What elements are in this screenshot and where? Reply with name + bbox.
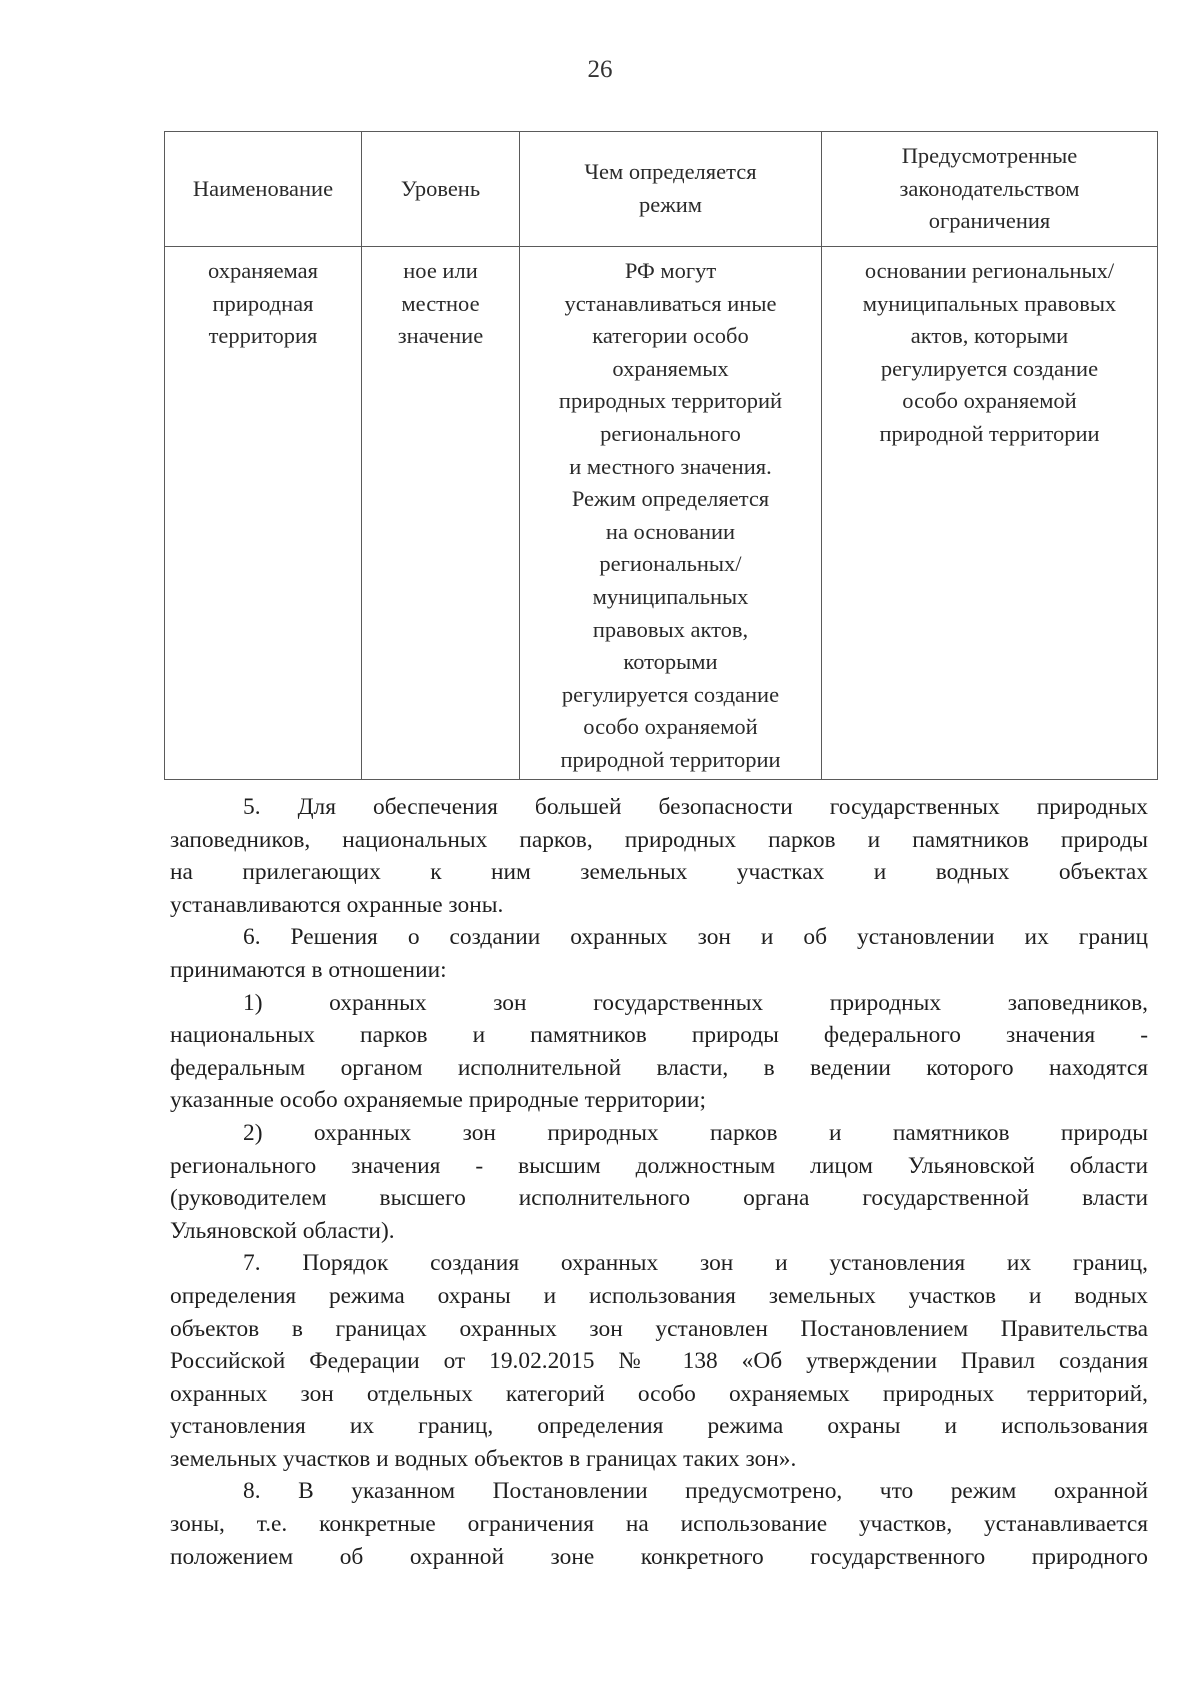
cell-name: охраняемая природная территория <box>165 247 362 780</box>
header-regime: Чем определяется режим <box>520 132 822 247</box>
zones-table <box>164 131 1158 780</box>
paragraph-6-1: 1) охранных зон государственных природных заповедников, национальных парков и памятников природы федерального значения - федеральным органом исполнительной власти, в ведении которого находятся указанные особо охраняемые природные территории; <box>170 989 1148 1114</box>
body-text <box>170 791 1148 1573</box>
paragraph-6: 6. Решения о создании охранных зон и об установлении их границ принимаются в отношении: <box>170 924 1148 983</box>
table-header-row <box>165 132 1158 247</box>
cell-level: ное или местное значение <box>362 247 520 780</box>
cell-restrictions: основании региональных/ муниципальных правовых актов, которыми регулируется создание особо охраняемой природной территории <box>822 247 1158 780</box>
paragraph-6-2: 2) охранных зон природных парков и памятников природы регионального значения - высшим должностным лицом Ульяновской области (руководителем высшего исполнительного органа государственной власти Ульяновской области). <box>170 1119 1148 1244</box>
cell-regime: РФ могут устанавливаться иные категории особо охраняемых природных территорий регионального и местного значения. Режим определяется на основании региональных/ муниципальных правовых актов, которыми регулируется создание особо охраняемой природной территории <box>520 247 822 780</box>
paragraph-7: 7. Порядок создания охранных зон и установления их границ, определения режима охраны и использования земельных участков и водных объектов в границах охранных зон установлен Постановлением Правительства Российской Федерации от 19.02.2015 № 138 «Об утверждении Правил создания охранных зон отдельных категорий особо охраняемых природных территорий, установления их границ, определения режима охраны и использования земельных участков и водных объектов в границах таких зон». <box>170 1250 1148 1472</box>
paragraph-8: 8. В указанном Постановлении предусмотрено, что режим охранной зоны, т.е. конкретные ограничения на использование участков, устанавливается положением об охранной зоне конкретного государственного природного <box>170 1478 1148 1570</box>
header-name: Наименование <box>165 132 362 247</box>
page-number: 26 <box>587 56 613 83</box>
paragraph-5: 5. Для обеспечения большей безопасности государственных природных заповедников, национальных парков, природных парков и памятников природы на прилегающих к ним земельных участках и водных объектах устанавливаются охранные зоны. <box>170 794 1148 918</box>
header-level: Уровень <box>362 132 520 247</box>
table-row <box>165 247 1158 780</box>
header-restrictions: Предусмотренные законодательством ограничения <box>822 132 1158 247</box>
